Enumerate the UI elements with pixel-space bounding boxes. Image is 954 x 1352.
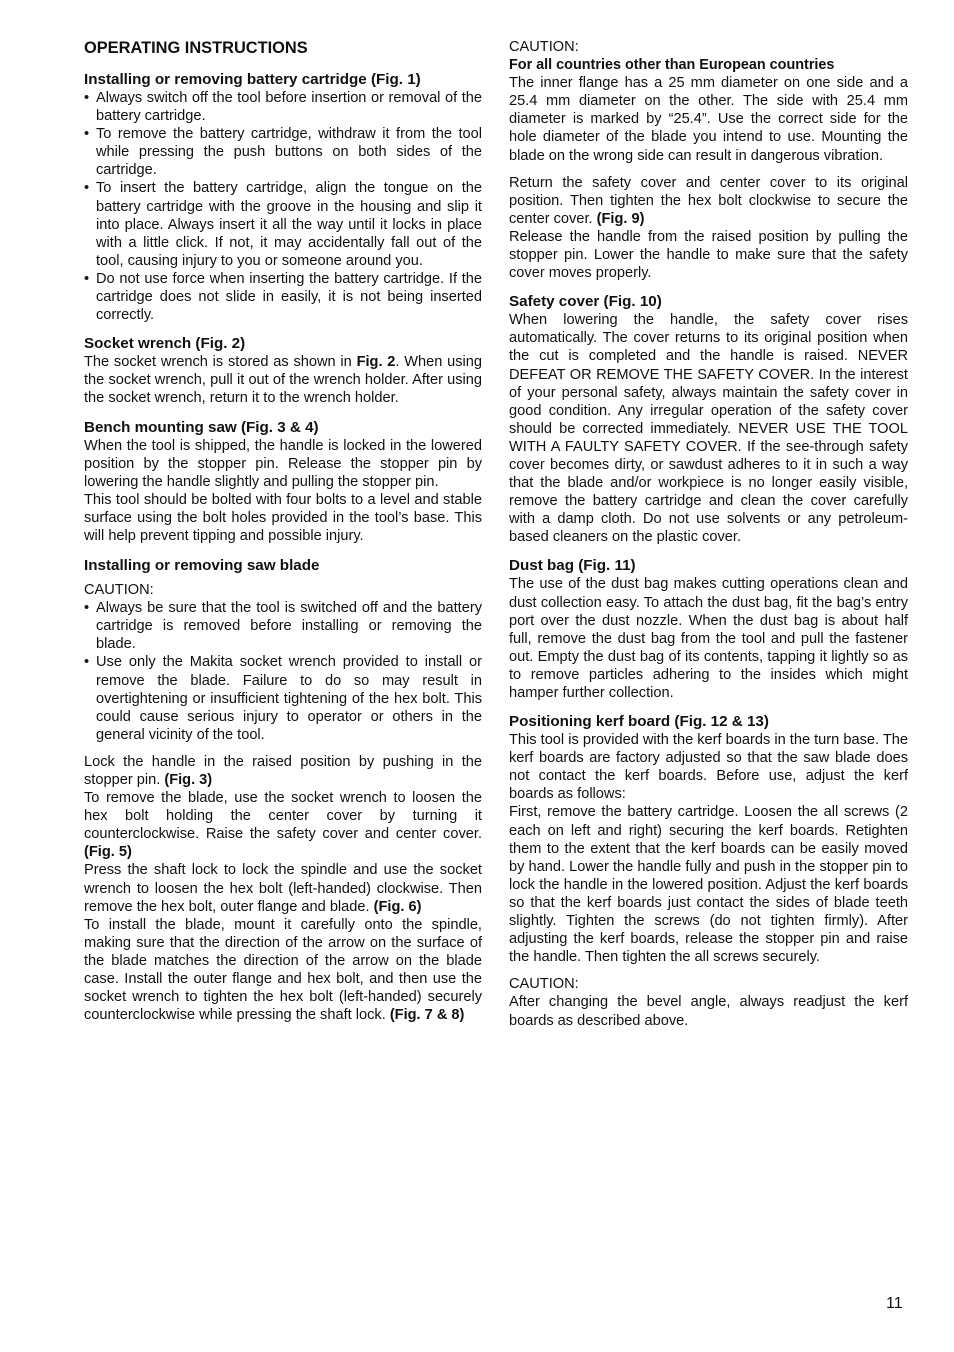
list-item: • To insert the battery cartridge, align the tongue on the battery cartridge with the groove in the housing and slip it into place. Always insert it all the way until it locks in place with a little click. If not, it may accidentally fall out of the tool, causing injury to you or someone around you. xyxy=(84,179,482,269)
blade-paragraph xyxy=(84,753,482,789)
dust-heading: Dust bag (Fig. 11) xyxy=(509,557,636,575)
socket-paragraph xyxy=(84,353,482,407)
figure-ref: (Fig. 5) xyxy=(84,844,132,861)
kerf-paragraph: First, remove the battery cartridge. Loosen the all screws (2 each on left and right) securing the kerf boards. Retighten them to the extent that the kerf boards can be easily moved by hand. Lower the handle fully and push in the stopper pin to lock the handle in the lowered position. Adjust the kerf boards so that the kerf boards just contact the sides of blade teeth slightly. Tighten the screws (do not tighten firmly). After adjusting the kerf boards, release the stopper pin and raise the handle. Then tighten the all screws securely. xyxy=(509,804,908,966)
socket-text: The socket wrench is stored as shown in xyxy=(84,354,357,371)
caution-label: CAUTION: xyxy=(509,976,579,993)
list-item: • Use only the Makita socket wrench provided to install or remove the blade. Failure to do so may result in overtightening or insufficient tightening of the hex bolt. This could cause serious injury to operator or others in the general vicinity of the tool. xyxy=(84,653,482,743)
figure-ref: (Fig. 3) xyxy=(164,772,213,788)
bench-paragraph: When the tool is shipped, the handle is locked in the lowered position by the stopper pin. Release the stopper pin by lowering the handle slightly and pulling the stopper pin. xyxy=(84,437,482,490)
flange-paragraph: The inner flange has a 25 mm diameter on one side and a 25.4 mm diameter on the other. The side with 25.4 mm diameter is marked by “25.4”. Use the correct side for the hole diameter of the blade you intend to use. Mounting the blade on the wrong side can result in dangerous vibration. xyxy=(509,75,908,164)
kerf-heading: Positioning kerf board (Fig. 12 & 13) xyxy=(509,713,769,731)
bench-heading: Bench mounting saw (Fig. 3 & 4) xyxy=(84,418,319,436)
list-item: • To remove the battery cartridge, withdraw it from the tool while pressing the push buttons on both sides of the cartridge. xyxy=(84,125,482,179)
page-title: OPERATING INSTRUCTIONS xyxy=(84,39,308,57)
list-item: • Always switch off the tool before insertion or removal of the battery cartridge. xyxy=(84,89,482,125)
blade-paragraph xyxy=(84,916,482,1025)
figure-ref: (Fig. 6) xyxy=(373,898,422,915)
figure-ref: Fig. 2 xyxy=(356,354,396,371)
left-column xyxy=(84,38,482,1024)
battery-heading: Installing or removing battery cartridge (Fig. 1) xyxy=(84,71,421,88)
figure-ref: (Fig. 7 & 8) xyxy=(389,1007,465,1024)
socket-heading: Socket wrench (Fig. 2) xyxy=(84,335,246,353)
blade-text: To remove the blade, use the socket wrench to loosen the hex bolt holding the center cover by turning it counterclockwise. Raise the safety cover and center cover. xyxy=(84,790,482,843)
blade-list xyxy=(84,599,482,744)
right-column xyxy=(509,38,908,1030)
blade-text: Lock the handle in the raised position by pushing in the stopper pin. xyxy=(84,753,482,788)
flange-subhead: For all countries other than European countries xyxy=(509,57,835,74)
flange-text: Return the safety cover and center cover to its original position. Then tighten the hex bolt clockwise to secure the center cover. xyxy=(509,174,908,227)
blade-paragraph xyxy=(84,789,482,861)
kerf-paragraph: After changing the bevel angle, always readjust the kerf boards as described above. xyxy=(509,994,908,1029)
list-item: • Always be sure that the tool is switched off and the battery cartridge is removed before installing or removing the blade. xyxy=(84,599,482,653)
blade-text: To install the blade, mount it carefully onto the spindle, making sure that the direction of the arrow on the surface of the blade matches the direction of the arrow on the blade case. Install the outer flange and hex bolt, and then use the socket wrench to tighten the hex bolt (left-handed) securely counterclockwise while pressing the shaft lock. xyxy=(84,916,482,1024)
safety-heading: Safety cover (Fig. 10) xyxy=(509,293,662,311)
socket-text: . When using the socket wrench, pull it out of the wrench holder. After using the socket wrench, return it to the wrench holder. xyxy=(84,354,482,407)
flange-paragraph: Release the handle from the raised position by pulling the stopper pin. Lower the handle to make sure that the safety cover moves properly. xyxy=(509,228,908,282)
page-number: 11 xyxy=(886,1295,903,1312)
dust-paragraph: The use of the dust bag makes cutting operations clean and dust collection easy. To attach the dust bag, fit the bag’s entry port over the dust nozzle. When the dust bag is about half full, remove the dust bag from the tool and pull the fastener out. Empty the dust bag of its contents, tapping it lightly so as to remove particles adhering to the insides which might hamper further collection. xyxy=(509,576,908,701)
kerf-paragraph: This tool is provided with the kerf boards in the turn base. The kerf boards are factory adjusted so that the saw blade does not contact the kerf boards. Before use, adjust the kerf boards as follows: xyxy=(509,732,908,803)
caution-label: CAUTION: xyxy=(84,582,154,599)
blade-heading: Installing or removing saw blade xyxy=(84,557,320,575)
blade-text: Press the shaft lock to lock the spindle and use the socket wrench to loosen the hex bolt (left-handed) clockwise. Then remove the hex bolt, outer flange and blade. xyxy=(84,862,482,915)
list-item: • Do not use force when inserting the battery cartridge. If the cartridge does not slide in easily, it is not being inserted correctly. xyxy=(84,270,482,324)
caution-label: CAUTION: xyxy=(509,39,579,55)
flange-paragraph xyxy=(509,174,908,228)
blade-paragraph xyxy=(84,861,482,915)
battery-list xyxy=(84,89,482,324)
bench-paragraph: This tool should be bolted with four bolts to a level and stable surface using the bolt holes provided in the tool’s base. This will help prevent tipping and possible injury. xyxy=(84,491,482,544)
safety-paragraph: When lowering the handle, the safety cover rises automatically. The cover returns to its original position when the cut is completed and the handle is raised. NEVER DEFEAT OR REMOVE THE SAFETY COVER. In the interest of your personal safety, always maintain the safety cover in good condition. Any irregular operation of the safety cover should be corrected immediately. NEVER USE THE TOOL WITH A FAULTY SAFETY COVER. If the see-through safety cover becomes dirty, or sawdust adheres to it in such a way that the blade and/or workpiece is no longer easily visible, remove the battery cartridge and clean the cover carefully with a damp cloth. Do not use solvents or any petroleum-based cleaners on the plastic cover. xyxy=(509,312,908,546)
figure-ref: (Fig. 9) xyxy=(596,210,645,227)
